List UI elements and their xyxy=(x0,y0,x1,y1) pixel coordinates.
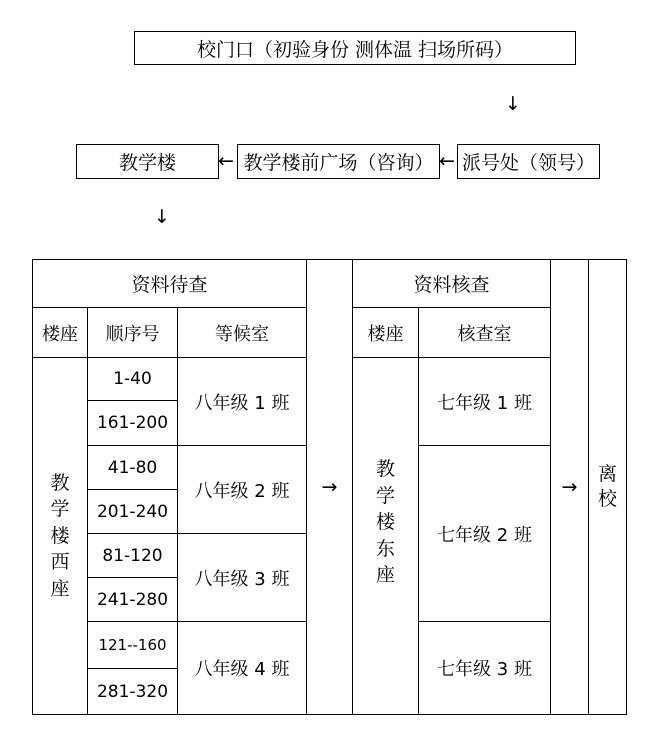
sequence-cell: 121--160 xyxy=(98,636,167,654)
east-building-cell xyxy=(353,358,418,714)
sequence-cell: 1-40 xyxy=(113,369,152,389)
gate-label: 校门口（初验身份 测体温 扫场所码） xyxy=(196,38,514,61)
sequence-cell: 201-240 xyxy=(96,501,169,522)
down-arrow-icon: ↓ xyxy=(154,206,170,228)
east-building-char: 学 xyxy=(375,484,395,507)
west-building-char: 楼 xyxy=(50,524,70,547)
column-header-building: 楼座 xyxy=(42,323,78,345)
down-arrow-icon: ↓ xyxy=(505,93,521,115)
waiting-room-cell: 八年级 3 班 xyxy=(194,568,290,590)
waiting-room-cell: 八年级 1 班 xyxy=(194,392,290,414)
east-building-char: 座 xyxy=(375,564,395,587)
waiting-room-cell: 八年级 4 班 xyxy=(194,659,290,680)
west-building-char: 座 xyxy=(50,577,70,600)
leave-school-cell xyxy=(589,260,626,714)
table-border-right xyxy=(626,259,627,715)
dispatch-label: 派号处（领号） xyxy=(461,152,595,174)
west-building-char: 学 xyxy=(50,498,70,521)
check-room-cell: 七年级 1 班 xyxy=(437,392,532,414)
sequence-cell: 81-120 xyxy=(102,545,163,566)
right-arrow-icon: → xyxy=(321,476,338,498)
east-building-label xyxy=(376,456,395,589)
column-header-waiting-room: 等候室 xyxy=(215,323,269,345)
leave-school-char: 校 xyxy=(597,488,617,510)
check-room-cell: 七年级 2 班 xyxy=(437,524,532,546)
leave-school-label xyxy=(598,462,617,511)
plaza-label: 教学楼前广场（咨询） xyxy=(243,152,434,174)
east-building-char: 教 xyxy=(375,458,395,480)
sequence-cell: 41-80 xyxy=(107,457,158,478)
pending-title: 资料待查 xyxy=(131,274,208,296)
left-arrow-icon: ← xyxy=(439,150,455,172)
leave-school-char: 离 xyxy=(597,463,617,486)
teaching-building-label: 教学楼 xyxy=(118,152,176,174)
column-header-sequence: 顺序号 xyxy=(105,323,160,345)
sequence-cell: 241-280 xyxy=(96,589,169,610)
waiting-room-cell: 八年级 2 班 xyxy=(194,480,290,502)
west-building-char: 西 xyxy=(50,551,70,574)
left-arrow-icon: ← xyxy=(218,150,234,172)
west-building-char: 教 xyxy=(50,471,70,494)
check-room-cell: 七年级 3 班 xyxy=(437,659,532,680)
right-arrow-icon: → xyxy=(561,476,578,498)
verify-title: 资料核查 xyxy=(413,274,490,296)
sequence-cell: 161-200 xyxy=(96,413,169,433)
east-building-char: 东 xyxy=(375,537,395,560)
table-border-bottom xyxy=(32,714,627,715)
east-building-char: 楼 xyxy=(375,511,395,534)
west-building-cell xyxy=(33,358,87,714)
west-building-label xyxy=(50,470,69,603)
sequence-cell: 281-320 xyxy=(96,681,169,702)
column-header-building: 楼座 xyxy=(367,323,404,345)
column-header-check-room: 核查室 xyxy=(457,323,512,345)
